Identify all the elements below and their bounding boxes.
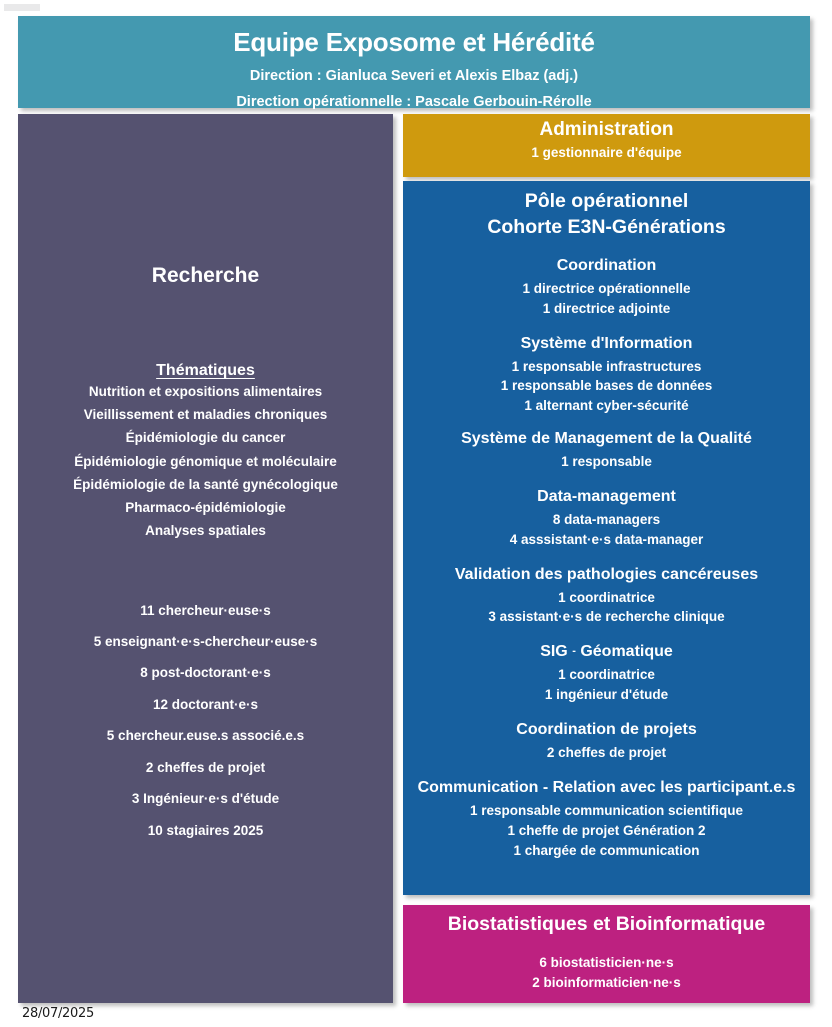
research-title: Recherche <box>151 264 260 287</box>
list-item: Épidémiologie de la santé gynécologique <box>73 476 338 492</box>
ops-group-items <box>413 279 800 319</box>
list-item: Épidémiologie du cancer <box>125 430 286 446</box>
ops-group-coordination <box>413 257 800 319</box>
operational-pole-panel <box>403 181 810 895</box>
list-item: 1 responsable infrastructures <box>511 358 702 374</box>
list-item: 5 enseignant·e·s-chercheur·euse·s <box>93 633 318 649</box>
administration-title: Administration <box>539 119 674 140</box>
list-item: 1 responsable <box>561 454 652 470</box>
ops-group-heading: Système d'Information <box>520 334 693 352</box>
ops-group-data-management <box>413 488 800 550</box>
list-item: Nutrition et expositions alimentaires <box>88 384 323 399</box>
ops-group-items <box>413 510 800 550</box>
ops-group-items <box>413 452 800 472</box>
team-direction: Direction : Gianluca Severi et Alexis Elbaz (adj.) <box>249 67 579 84</box>
list-item: 1 alternant cyber-sécurité <box>524 398 689 414</box>
ops-group-heading: Coordination de projets <box>516 720 697 738</box>
ops-group-items <box>413 588 800 628</box>
ops-group-heading <box>413 643 800 661</box>
ops-group-heading: Data-management <box>537 487 676 505</box>
ops-group-communication <box>413 779 800 861</box>
ops-group-sig-geomatique <box>413 643 800 705</box>
ops-group-management-qualite <box>413 430 800 472</box>
list-item: 10 stagiaires 2025 <box>147 822 264 838</box>
ops-group-validation-pathologies <box>413 566 800 628</box>
list-item: 1 coordinatrice <box>558 667 655 683</box>
administration-panel <box>403 114 810 177</box>
list-item: 1 chargée de communication <box>513 842 700 858</box>
list-item: 11 chercheur·euse·s <box>140 602 271 618</box>
list-item: Analyses spatiales <box>145 523 266 539</box>
list-item: 1 coordinatrice <box>558 589 655 605</box>
biostatistics-panel <box>403 905 810 1003</box>
list-item: 1 responsable communication scientifique <box>469 802 744 818</box>
ops-group-heading: Système de Management de la Qualité <box>461 430 752 448</box>
list-item: 1 directrice adjointe <box>542 300 671 316</box>
team-direction-operationnelle: Direction opérationnelle : Pascale Gerbouin-Rérolle <box>236 93 592 110</box>
research-panel <box>18 114 393 1003</box>
list-item: 8 post-doctorant·e·s <box>140 665 271 681</box>
research-themes-list <box>30 380 381 543</box>
ops-group-coordination-projets <box>413 721 800 763</box>
list-item: 2 cheffes de projet <box>546 744 667 760</box>
list-item: 1 cheffe de projet Génération 2 <box>507 822 706 838</box>
list-item: 12 doctorant·e·s <box>152 696 259 712</box>
list-item: Vieillissement et maladies chroniques <box>83 407 328 423</box>
ops-group-items <box>413 665 800 705</box>
list-item: 4 asssistant·e·s data-manager <box>509 531 704 547</box>
ops-group-heading: Validation des pathologies cancéreuses <box>454 565 759 583</box>
list-item: 1 ingénieur d'étude <box>544 687 669 703</box>
research-staff-list <box>30 595 381 847</box>
list-item: 5 chercheur.euse.s associé.e.s <box>106 728 305 744</box>
operational-pole-title <box>413 189 800 241</box>
list-item: 2 cheffes de projet <box>145 759 266 775</box>
ops-group-items <box>413 743 800 763</box>
biostatistics-title: Biostatistiques et Bioinformatique <box>447 913 766 935</box>
research-themes-heading: Thématiques <box>156 362 255 379</box>
list-item: 3 Ingénieur·e·s d'étude <box>131 791 280 807</box>
footer-date: 28/07/2025 <box>22 1006 94 1021</box>
geomatique-label: Géomatique <box>580 643 673 661</box>
list-item: 8 data-managers <box>552 511 661 527</box>
operational-pole-title-line2: Cohorte E3N-Générations <box>487 215 726 238</box>
ops-group-heading: Communication - Relation avec les participant.e.s <box>417 778 796 796</box>
sig-dash: - <box>572 645 576 658</box>
ops-group-items <box>413 801 800 861</box>
list-item: 3 assistant·e·s de recherche clinique <box>488 609 725 625</box>
team-title: Equipe Exposome et Hérédité <box>233 27 595 57</box>
list-item: Pharmaco-épidémiologie <box>125 500 286 516</box>
top-left-artifact <box>4 4 40 11</box>
list-item: 6 biostatisticien·ne·s <box>539 955 674 970</box>
list-item: 1 responsable bases de données <box>500 378 713 394</box>
list-item: Épidémiologie génomique et moléculaire <box>74 453 337 469</box>
operational-pole-title-line1: Pôle opérationnel <box>524 190 689 212</box>
ops-group-systeme-information <box>413 335 800 417</box>
team-header-panel <box>18 16 810 108</box>
biostatistics-items <box>403 953 810 993</box>
sig-label: SIG <box>540 643 568 661</box>
ops-group-items <box>413 357 800 417</box>
administration-staff: 1 gestionnaire d'équipe <box>531 145 682 160</box>
ops-group-heading: Coordination <box>556 256 657 274</box>
list-item: 2 bioinformaticien·ne·s <box>532 974 681 990</box>
list-item: 1 directrice opérationnelle <box>522 280 691 296</box>
